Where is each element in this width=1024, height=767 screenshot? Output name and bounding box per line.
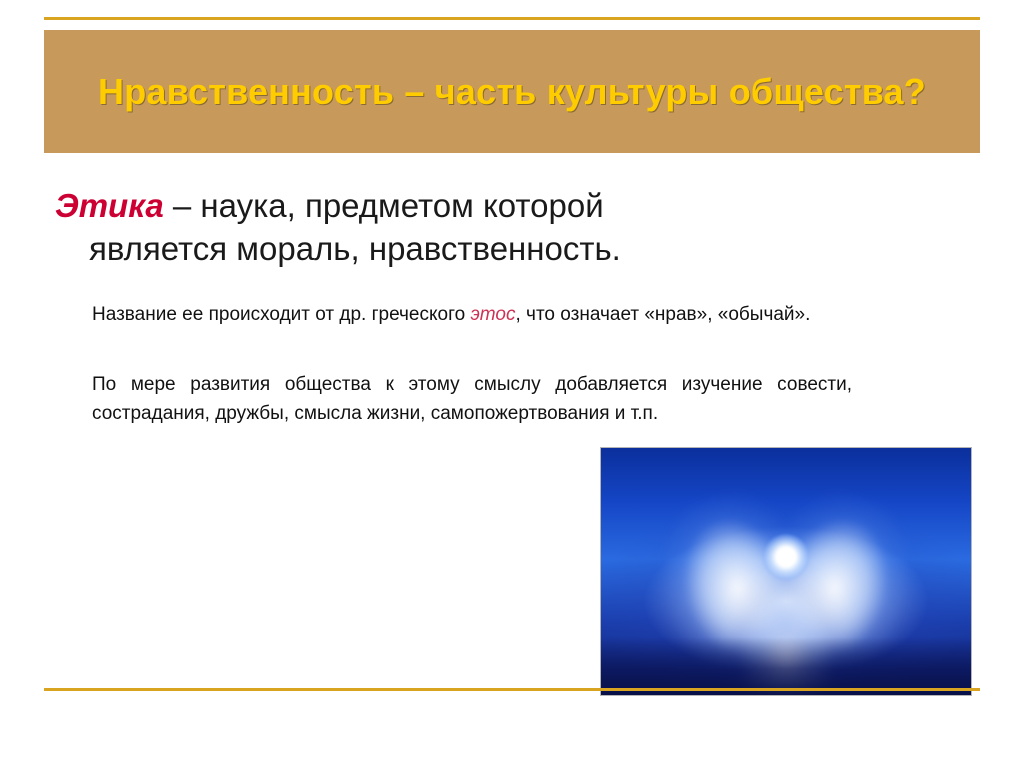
development-paragraph: По мере развития общества к этому смыслу добавляется изучение совести, сострадания, дружбы, смысла жизни, самопожертвования и т.п.: [92, 374, 852, 425]
top-divider-rule: [44, 17, 980, 20]
slide-title-banner: [44, 30, 980, 153]
glowing-hands-image: [600, 447, 972, 696]
origin-paragraph-after: , что означает «нрав», «обычай».: [515, 304, 811, 325]
definition-heading-line2: является мораль, нравственность.: [89, 229, 621, 267]
page-title: Нравственность – часть культуры общества?: [98, 70, 926, 112]
definition-heading-rest: – наука, предметом которой: [163, 187, 604, 224]
light-orb-icon: [763, 534, 809, 580]
image-foreground-shadow: [601, 637, 971, 695]
definition-term: Этика: [55, 187, 164, 224]
origin-paragraph: [92, 300, 852, 329]
definition-heading: [55, 185, 755, 271]
origin-paragraph-before: Название ее происходит от др. греческого: [92, 304, 471, 325]
bottom-divider-rule: [44, 688, 980, 691]
ethos-term: этос: [470, 304, 516, 325]
